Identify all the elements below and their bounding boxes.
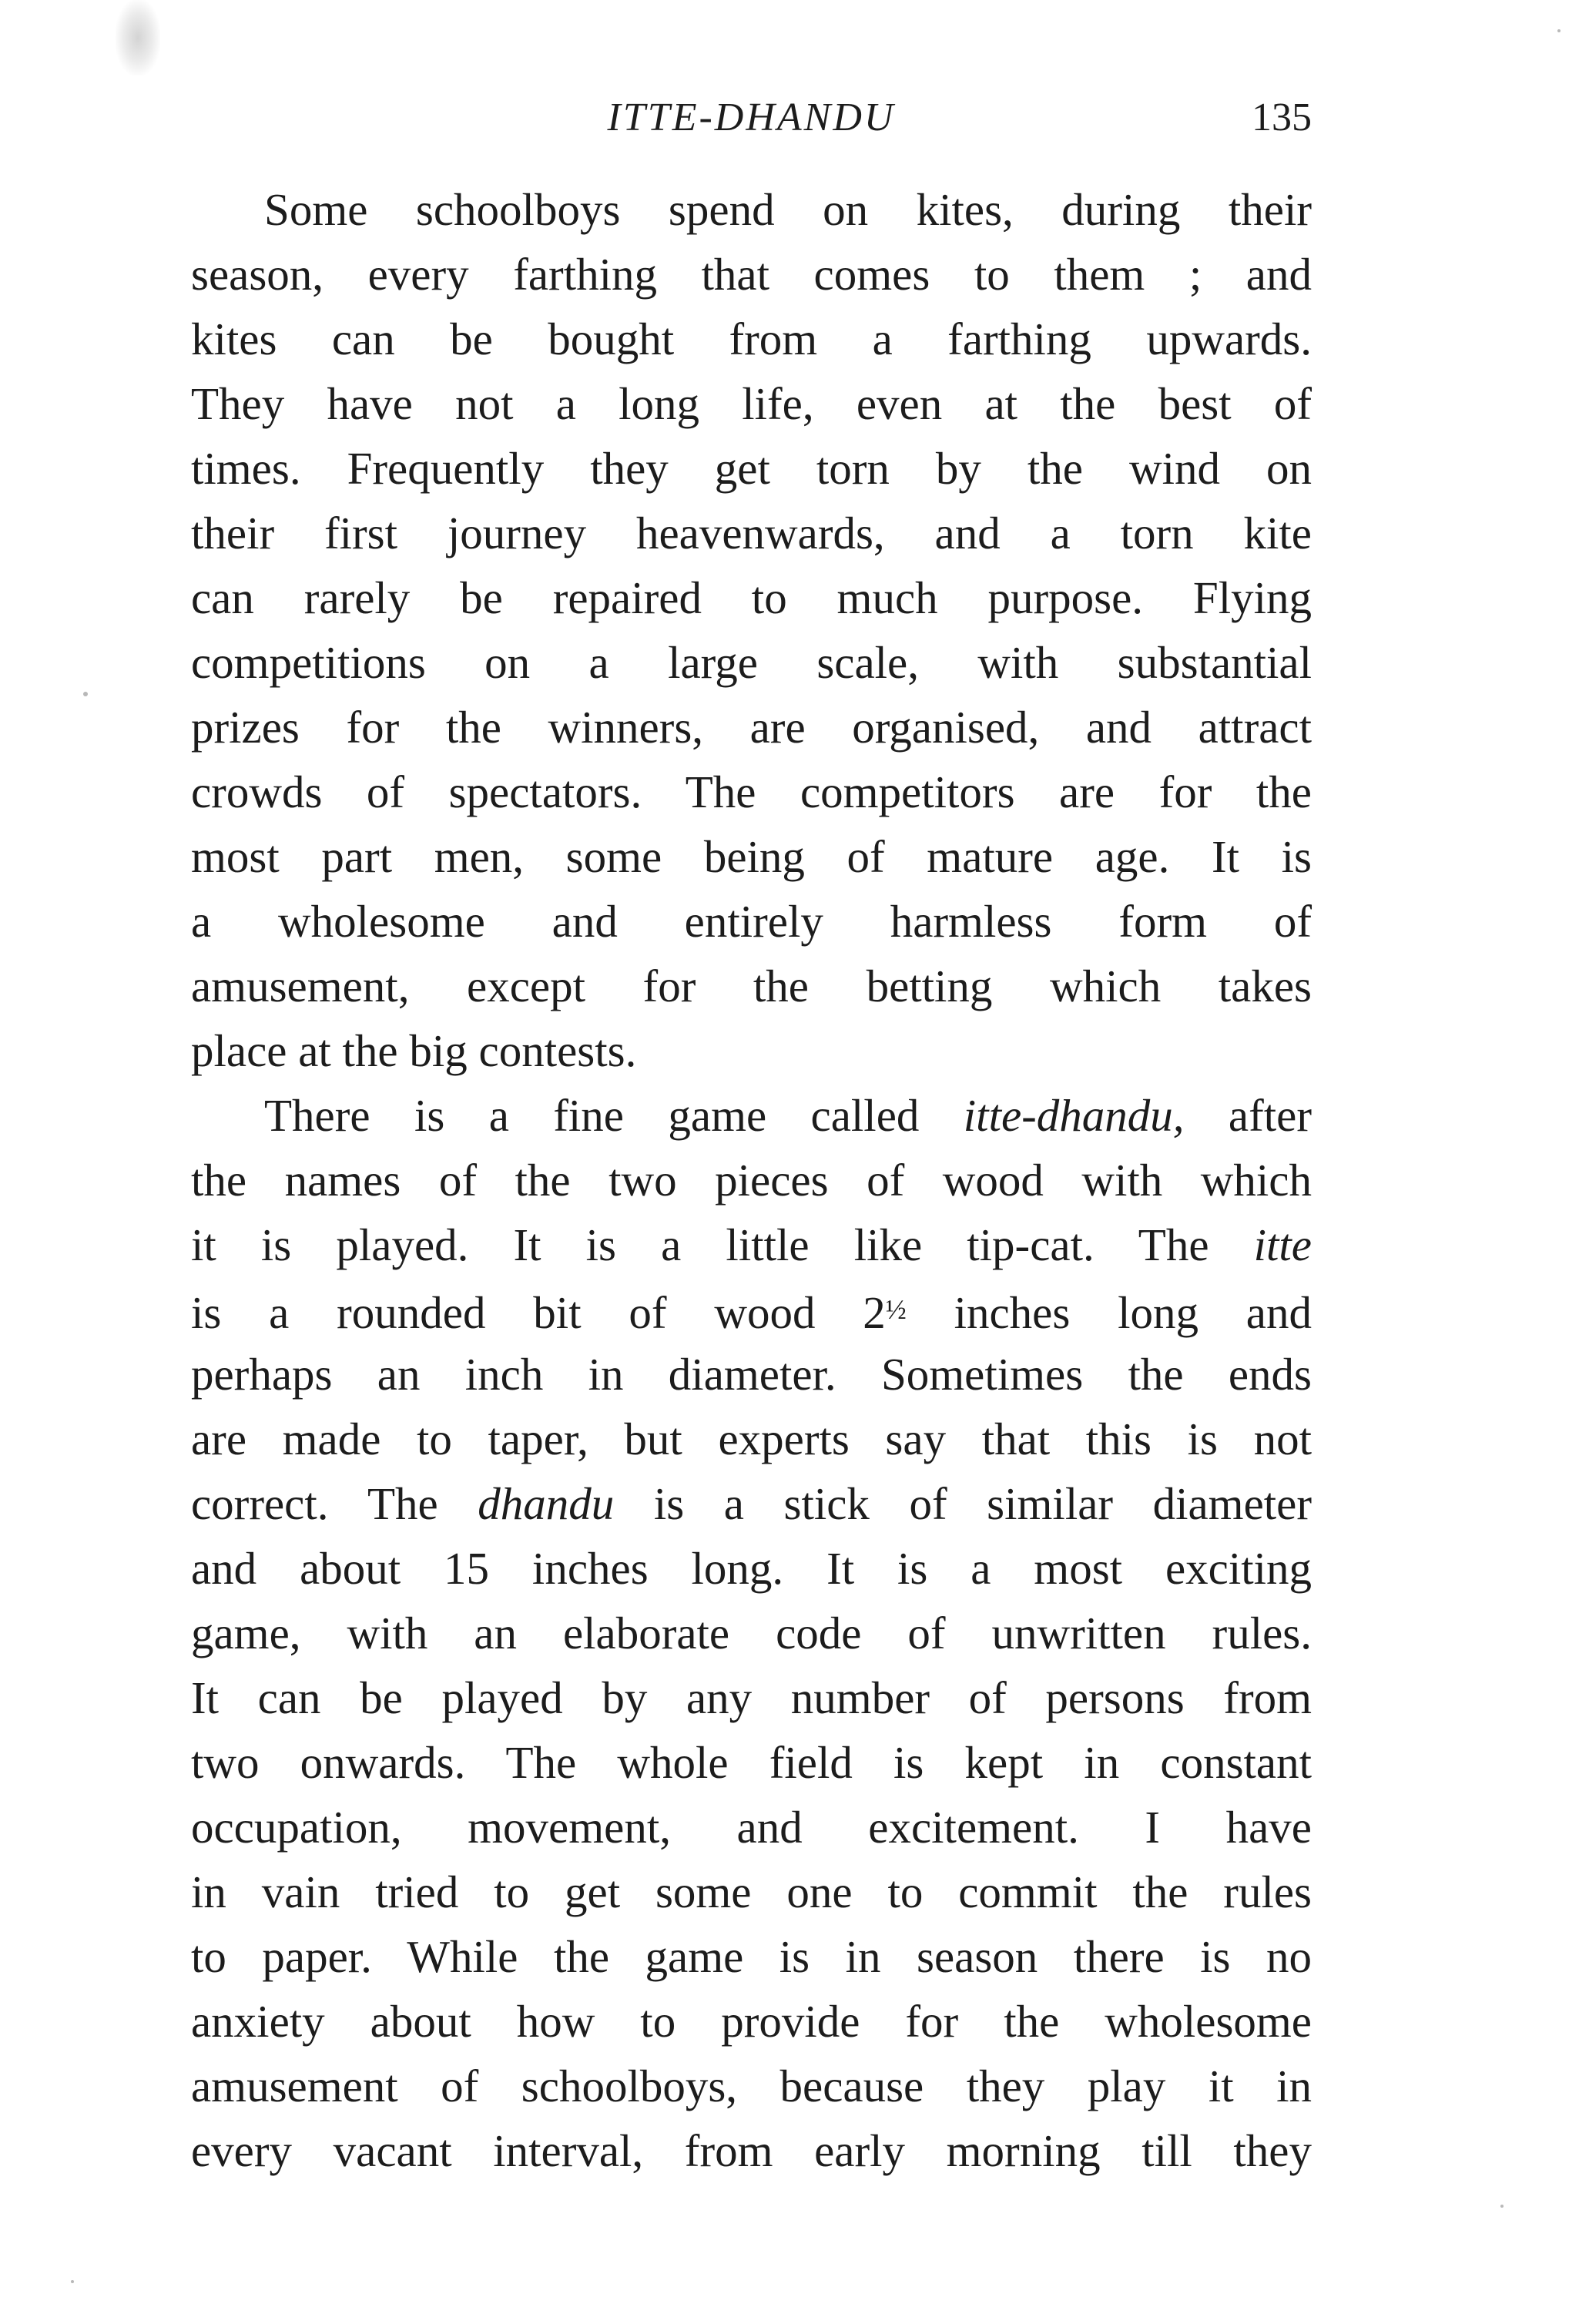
paper-speck	[1557, 29, 1561, 32]
text-run: is a rounded bit of wood 2	[191, 1287, 886, 1338]
page-number: 135	[1252, 96, 1312, 139]
running-head: ITTE-DHANDU	[607, 96, 896, 139]
text-line: amusement of schoolboys, because they play it in	[191, 2061, 1312, 2111]
text-line: occupation, movement, and excitement. I have	[191, 1802, 1312, 1853]
text-line: crowds of spectators. The competitors are for the	[191, 766, 1312, 817]
text-line: can rarely be repaired to much purpose. Flying	[191, 572, 1312, 623]
text-line: They have not a long life, even at the best of	[191, 378, 1312, 429]
text-line: anxiety about how to provide for the wholesome	[191, 1996, 1312, 2047]
text-line	[191, 1083, 1312, 1148]
text-line: two onwards. The whole field is kept in constant	[191, 1737, 1312, 1788]
fraction: ½	[885, 1294, 907, 1325]
text-line: in vain tried to get some one to commit the rules	[191, 1866, 1312, 1917]
text-run: correct. The	[191, 1478, 478, 1529]
text-line: and about 15 inches long. It is a most exciting	[191, 1543, 1312, 1594]
text-run: There is a fine game called	[264, 1090, 964, 1141]
text-line: to paper. While the game is in season there is no	[191, 1931, 1312, 1982]
italic-term: itte	[1253, 1219, 1312, 1270]
paper-speck	[1500, 2205, 1504, 2208]
text-line: most part men, some being of mature age. It is	[191, 831, 1312, 882]
paper-speck	[83, 692, 88, 696]
italic-term: itte-dhandu,	[963, 1090, 1185, 1141]
text-line: place at the big contests.	[191, 1025, 637, 1076]
text-line: Some schoolboys spend on kites, during their	[264, 184, 1312, 235]
text-run: is a stick of similar diameter	[614, 1478, 1312, 1529]
text-line: competitions on a large scale, with substantial	[191, 637, 1312, 688]
text-line: amusement, except for the betting which takes	[191, 961, 1312, 1011]
corner-stain	[116, 0, 160, 75]
text-run: inches long and	[906, 1287, 1312, 1338]
text-line	[191, 1471, 1312, 1536]
body-text	[191, 177, 1312, 2183]
text-line: season, every farthing that comes to them ; and	[191, 249, 1312, 300]
text-line: perhaps an inch in diameter. Sometimes the ends	[191, 1349, 1312, 1400]
text-line: kites can be bought from a farthing upwards.	[191, 314, 1312, 364]
text-line: their first journey heavenwards, and a torn kite	[191, 508, 1312, 558]
paper-speck	[71, 2280, 74, 2283]
text-run: it is played. It is a little like tip-cat. The	[191, 1219, 1254, 1270]
text-line: prizes for the winners, are organised, and attract	[191, 702, 1312, 753]
text-run: after	[1184, 1090, 1312, 1141]
text-line: It can be played by any number of persons from	[191, 1672, 1312, 1723]
text-line: times. Frequently they get torn by the wind on	[191, 443, 1312, 494]
text-line: are made to taper, but experts say that this is not	[191, 1414, 1312, 1464]
text-line	[191, 1212, 1312, 1277]
text-line: the names of the two pieces of wood with which	[191, 1155, 1312, 1206]
italic-term: dhandu	[478, 1478, 615, 1529]
text-line: game, with an elaborate code of unwritten rules.	[191, 1608, 1312, 1658]
text-line	[191, 1277, 1312, 1342]
text-line: every vacant interval, from early morning till they	[191, 2125, 1312, 2176]
text-line: a wholesome and entirely harmless form of	[191, 896, 1312, 947]
page-header	[191, 91, 1312, 145]
